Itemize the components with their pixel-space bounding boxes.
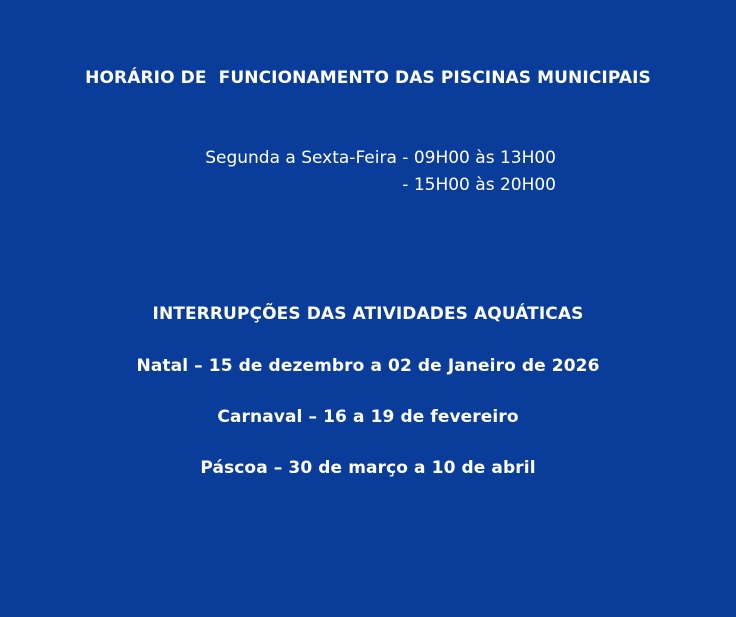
interruption-christmas: Natal – 15 de dezembro a 02 de Janeiro de 2026 [136,356,600,376]
hours-line-weekdays-afternoon: - 15H00 às 20H00 [402,175,556,195]
interruptions-heading: INTERRUPÇÕES DAS ATIVIDADES AQUÁTICAS [152,304,584,324]
hours-line-weekdays-morning: Segunda a Sexta-Feira - 09H00 às 13H00 [205,148,556,168]
interruption-carnival: Carnaval – 16 a 19 de fevereiro [217,407,519,427]
poster-title: HORÁRIO DE FUNCIONAMENTO DAS PISCINAS MUNICIPAIS [85,68,651,88]
interruption-easter: Páscoa – 30 de março a 10 de abril [200,458,536,478]
